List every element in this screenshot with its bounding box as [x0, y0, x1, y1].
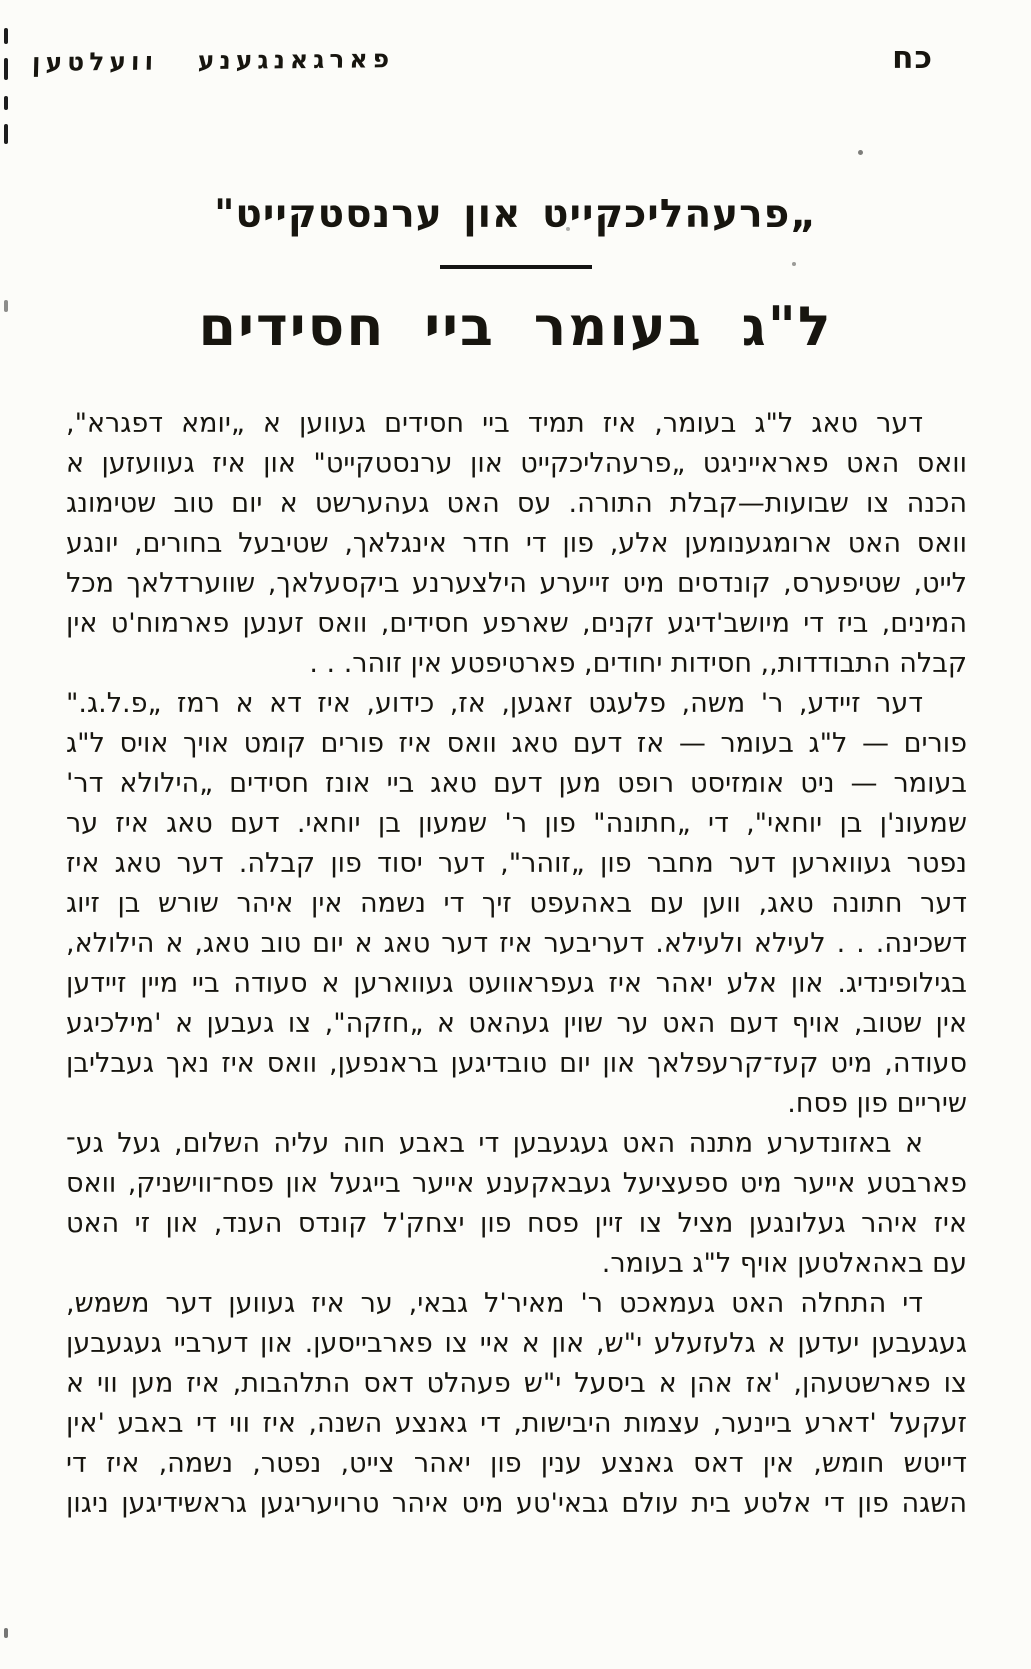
title-divider-rule [440, 265, 592, 269]
text-line: דשכינה. . . לעילא ולעילא. דעריבער איז דער טאג א יום טוב טאג, א הילולא, [66, 928, 967, 959]
text-line: השגה פון די אלטע בית עולם גבאי'טע מיט איהר טרויעריגען גראשידיגען ניגון [66, 1488, 967, 1519]
text-line: בעומר — ניט אומזיסט רופט מען דעם טאג ביי אונז חסידים „הילולא דר' [66, 768, 967, 799]
scan-artifact [4, 300, 8, 312]
scan-artifact [4, 124, 8, 144]
text-line: הכנה צו שבועות—קבלת התורה. עס האט געהערשט א יום טוב שטימונג [66, 488, 967, 519]
text-line: וואס האט פאראייניגט „פרעהליכקייט און ערנסטקייט" און איז געוועזען א [66, 448, 967, 479]
text-line: פורים — ל"ג בעומר — אז דעם טאג וואס איז פורים קומט אויך אויס ל"ג [66, 728, 967, 759]
text-line: שיריים פון פסח. [787, 1088, 967, 1119]
scan-artifact [4, 28, 8, 44]
text-line: לייט, שטיפערס, קונדסים מיט זייערע הילצערנע ביקסעלאך, שווערדלאך מכל [66, 568, 967, 599]
text-line: א באזונדערע מתנה האט געגעבען די באבע חוה עליה השלום, געל גע־ [66, 1128, 923, 1159]
text-line: די התחלה האט געמאכט ר' מאיר'ל גבאי, ער איז געווען דער משמש, [66, 1288, 923, 1319]
running-title: פארגאנגענע וועלטען [31, 44, 395, 77]
paragraph [66, 1284, 967, 1524]
text-line: זעקעל 'דארע ביינער, עצמות היבישות, די גאנצע השנה, איז ווי די באבע 'אין [66, 1408, 967, 1439]
text-line: שמעונ'ן בן יוחאי", די „חתונה" פון ר' שמעון בן יוחאי. דעם טאג איז ער [66, 808, 967, 839]
article-title: ל"ג בעומר ביי חסידים [198, 295, 833, 358]
text-line: דער זיידע, ר' משה, פלעגט זאגען, אז, כידוע, איז דא א רמז „פ.ל.ג." [66, 688, 923, 719]
text-line: צו פארשטעהן, 'אז אהן א ביסעל י"ש פעהלט דאס התלהבות, איז מען ווי א [66, 1368, 967, 1399]
text-line: המינים, ביז די מיושב'דיגע זקנים, שארפע חסידים, וואס זענען פארמוח'ט אין [66, 608, 967, 639]
scan-artifact [4, 58, 8, 80]
section-kicker: „פרעהליכקייט און ערנסטקייט" [214, 192, 817, 237]
paragraph [66, 404, 967, 684]
text-line: עם באהאלטען אויף ל"ג בעומר. [601, 1248, 967, 1279]
text-line: נפטר געווארען דער מחבר פון „זוהר", דער יסוד פון קבלה. דער טאג איז [66, 848, 967, 879]
text-line: געגעבען יעדען א גלעזעלע י"ש, און א איי צו פארבייסען. און דערביי געגעבען [66, 1328, 967, 1359]
scan-artifact [4, 96, 8, 110]
text-line: דער טאג ל"ג בעומר, איז תמיד ביי חסידים געווען א „יומא דפגרא", [66, 408, 923, 439]
text-line: פארבטע אייער מיט ספעציעל געבאקענע אייער בייגעל און פסח־ווישניק, וואס [66, 1168, 967, 1199]
text-line: בגילופינדיג. און אלע יאהר איז געפראוועט געווארען א סעודה ביי מיין זיידען [66, 968, 967, 999]
text-line: וואס האט ארומגענומען אלע, פון די חדר אינגלאך, שטיבעל בחורים, יונגע [66, 528, 967, 559]
article-body [66, 404, 967, 1524]
paragraph [66, 1124, 967, 1284]
paragraph [66, 684, 967, 1124]
text-line: סעודה, מיט קעז־קרעפלאך און יום טובדיגען בראנפען, וואס איז נאך געבליבן [66, 1048, 967, 1079]
page-header [0, 0, 1031, 76]
text-line: קבלה התבודדות,, חסידות יחודים, פארטיפטע אין זוהר. . . [309, 648, 967, 679]
text-line: דייטש חומש, אין דאס גאנצע ענין פון יאהר צייט, נפטר, נשמה, איז די [66, 1448, 967, 1479]
scan-artifact [4, 1628, 8, 1638]
scan-artifact [858, 150, 863, 155]
text-line: איז איהר געלונגען מציל צו זיין פסח פון יצחק'ל קונדס הענד, און זי האט [66, 1208, 967, 1239]
scan-artifact [792, 262, 796, 266]
scan-artifact [566, 227, 570, 231]
text-line: אין שטוב, אויף דעם האט ער שוין געהאט א „חזקה", צו געבען א 'מילכיגע [66, 1008, 967, 1039]
page-number: כח [892, 40, 933, 76]
text-line: דער חתונה טאג, ווען עם באהעפט זיך די נשמה אין איהר שורש בן זיוג [66, 888, 967, 919]
